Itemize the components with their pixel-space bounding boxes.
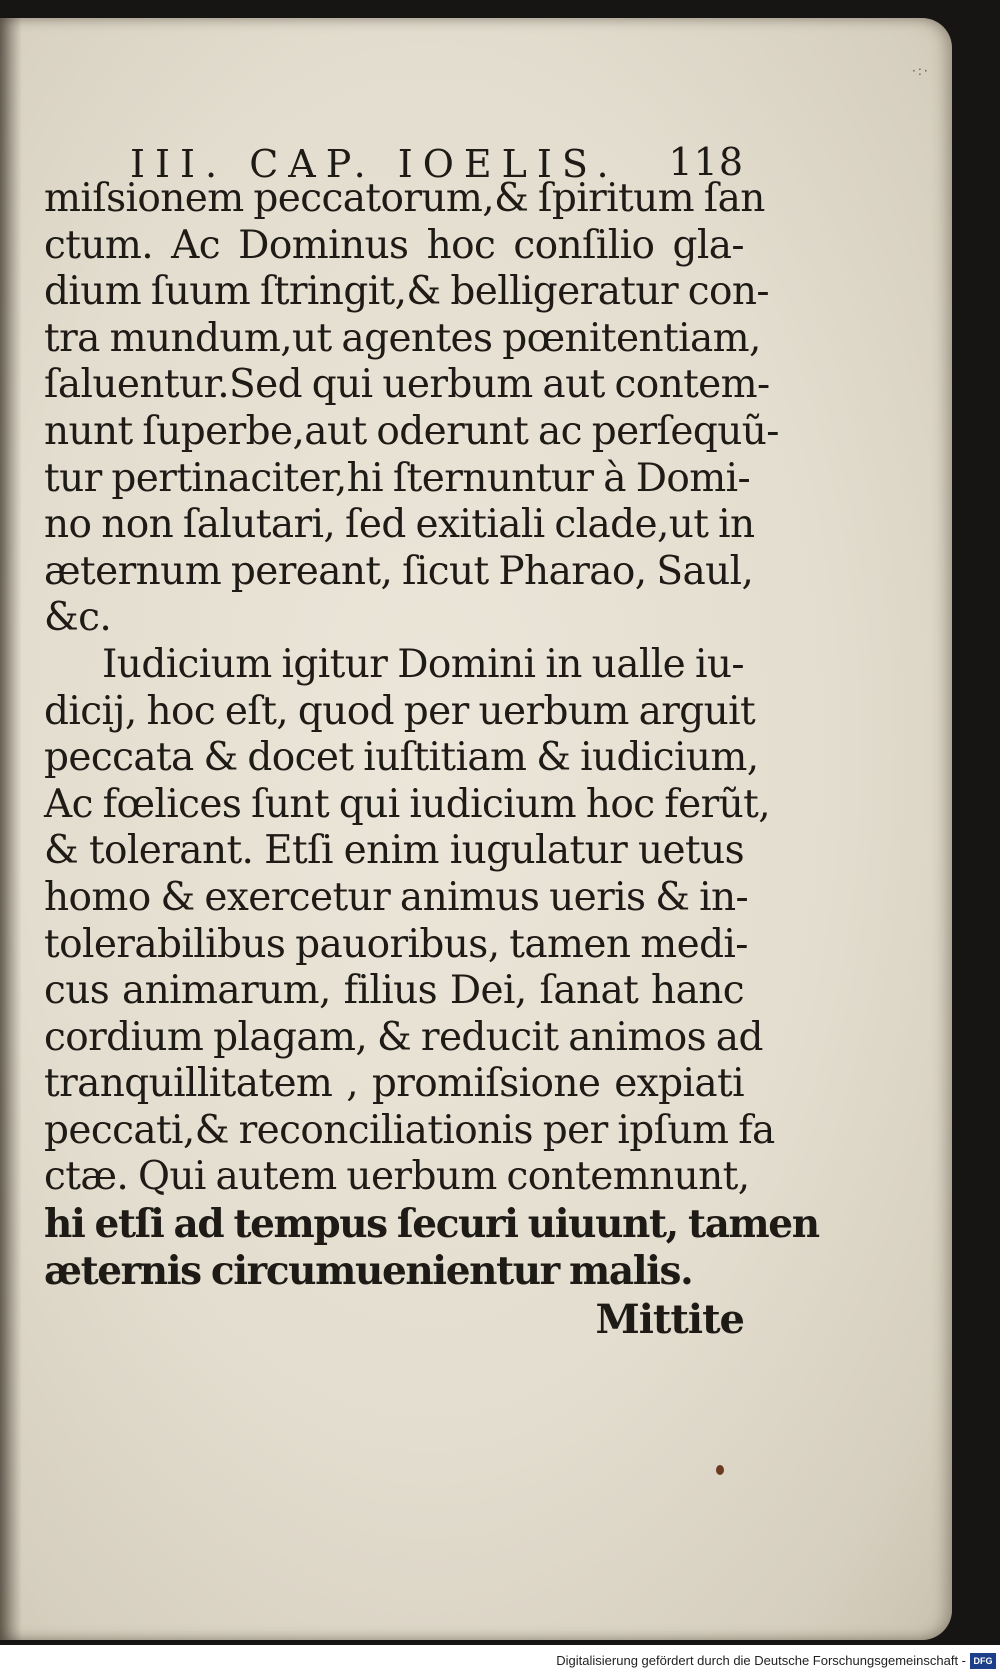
catchword: Mittite: [595, 1296, 744, 1344]
text-line: cus animarum, filius Dei, ſanat hanc: [44, 968, 744, 1014]
text-line: tra mundum,ut agentes pœnitentiam,: [44, 315, 761, 361]
text-line: nunt ſuperbe,aut oderunt ac perſequũ-: [44, 408, 779, 454]
dfg-logo: DFG: [970, 1653, 996, 1669]
corner-marks: ·:·: [912, 64, 930, 78]
page-number: 118: [668, 140, 744, 184]
text-line: dium ſuum ſtringit,& belligeratur con-: [44, 269, 769, 315]
text-line: cordium plagam, & reducit animos ad: [44, 1014, 763, 1060]
text-line: tolerabilibus pauoribus, tamen medi-: [44, 921, 748, 967]
text-line: peccati,& reconciliationis per ipſum fa: [44, 1107, 775, 1153]
text-line: no non ſalutari, ſed exitiali clade,ut in: [44, 502, 755, 548]
funding-credit: Digitalisierung gefördert durch die Deutsche Forschungsgemeinschaft -: [556, 1653, 966, 1668]
text-line: dicij, hoc eſt, quod per uerbum arguit: [44, 688, 756, 734]
text-line: Ac fœlices ſunt qui iudicium hoc ferũt,: [44, 781, 770, 827]
paragraph-start-line: Iudicium igitur Domini in ualle iu-: [102, 641, 744, 687]
text-line: peccata & docet iuſtitiam & iudicium,: [44, 735, 759, 781]
text-line: tranquillitatem , promiſsione expiati: [44, 1061, 744, 1107]
running-head: [44, 118, 744, 186]
text-block: [44, 118, 819, 1346]
text-line: hi etſi ad tempus ſecuri uiuunt, tamen: [44, 1201, 819, 1248]
text-line: homo & exercetur animus ueris & in-: [44, 874, 749, 920]
text-line: ctæ. Qui autem uerbum contemnunt,: [44, 1154, 750, 1200]
text-line: &c.: [44, 595, 112, 641]
text-line: æternis circumuenientur malis.: [44, 1247, 693, 1294]
text-line: tur pertinaciter,hi ſternuntur à Domi-: [44, 455, 751, 501]
text-line: miſsionem peccatorum,& ſpiritum ſan: [44, 176, 765, 221]
text-line: ctum. Ac Dominus hoc conſilio gla-: [44, 222, 744, 268]
book-page: [0, 18, 952, 1640]
running-head-title: III. CAP. IOELIS.: [130, 142, 619, 186]
catchword-row: [44, 1294, 744, 1346]
ink-stain: [716, 1465, 724, 1475]
text-line: & tolerant. Etſi enim iugulatur uetus: [44, 828, 744, 874]
text-line: æternum pereant, ſicut Pharao, Saul,: [44, 548, 754, 594]
text-line: ſaluentur.Sed qui uerbum aut contem-: [44, 362, 770, 408]
footer-strip: [0, 1645, 1000, 1675]
